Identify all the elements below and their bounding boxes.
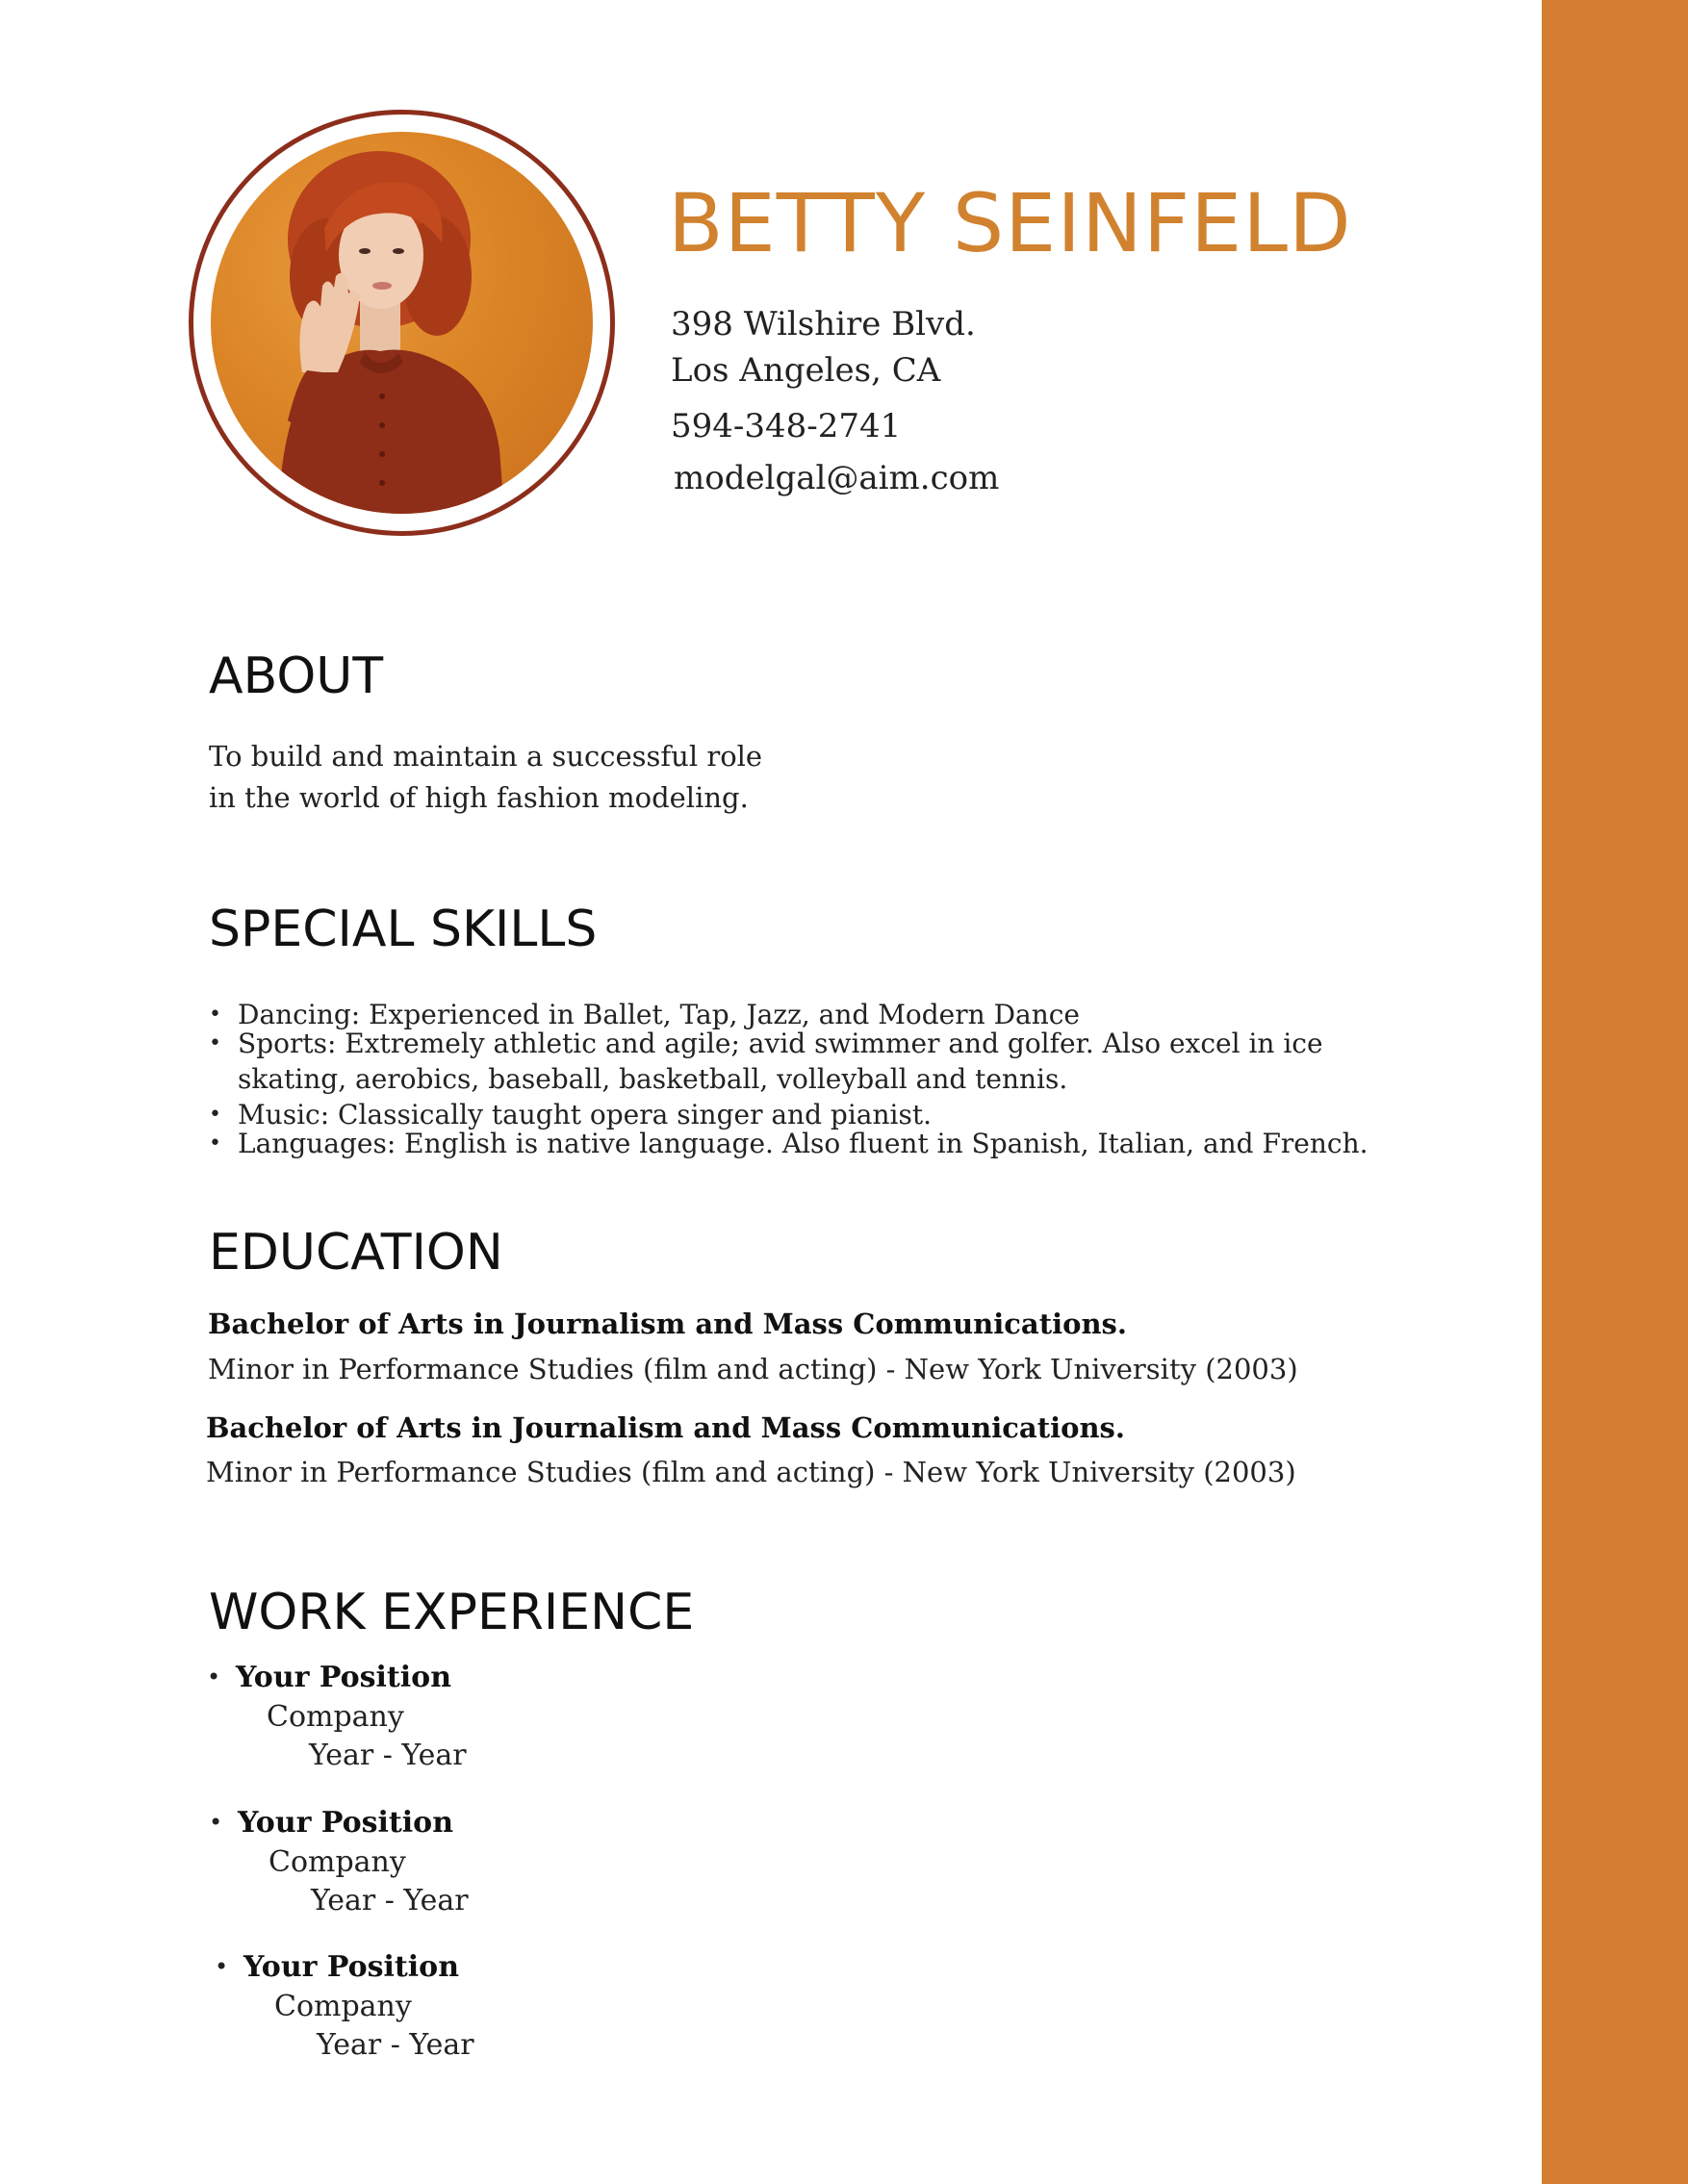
- skill-item: [209, 1029, 1368, 1101]
- job-years: Year - Year: [309, 1739, 467, 1772]
- education-detail: Minor in Performance Studies (film and acting) - New York University (2003): [208, 1353, 1298, 1385]
- education-detail: Minor in Performance Studies (film and acting) - New York University (2003): [206, 1456, 1296, 1488]
- address-line-2: Los Angeles, CA: [671, 351, 941, 390]
- job-position: Your Position: [238, 1806, 454, 1840]
- skill-text: Music: Classically taught opera singer and pianist.: [238, 1099, 932, 1130]
- skill-item: [209, 1001, 1368, 1029]
- job-company: Company: [269, 1845, 406, 1879]
- about-line-2: in the world of high fashion modeling.: [209, 781, 749, 814]
- skill-item: [209, 1130, 1368, 1158]
- profile-photo: [211, 132, 593, 514]
- phone-number: 594-348-2741: [671, 407, 902, 445]
- skills-heading: SPECIAL SKILLS: [209, 901, 598, 958]
- candidate-name: BETTY SEINFELD: [668, 176, 1352, 270]
- job-years: Year - Year: [311, 1884, 469, 1917]
- about-line-1: To build and maintain a successful role: [209, 740, 763, 773]
- skill-text: Languages: English is native language. Also fluent in Spanish, Italian, and French.: [238, 1128, 1368, 1159]
- education-heading: EDUCATION: [209, 1224, 503, 1282]
- job-position: Your Position: [243, 1950, 460, 1984]
- address-line-1: 398 Wilshire Blvd.: [671, 305, 976, 343]
- work-experience-heading: WORK EXPERIENCE: [209, 1584, 695, 1641]
- job-company: Company: [274, 1990, 412, 2023]
- job-company: Company: [267, 1700, 404, 1734]
- accent-side-bar: [1542, 0, 1688, 2184]
- bullet-icon: •: [215, 1953, 229, 1980]
- skills-list: [209, 1001, 1368, 1158]
- education-degree: Bachelor of Arts in Journalism and Mass Communications.: [206, 1411, 1125, 1444]
- skill-text: Dancing: Experienced in Ballet, Tap, Jazz, and Modern Dance: [238, 999, 1080, 1030]
- bullet-icon: •: [209, 1809, 223, 1836]
- job-years: Year - Year: [317, 2028, 474, 2062]
- job-position: Your Position: [236, 1661, 452, 1694]
- education-degree: Bachelor of Arts in Journalism and Mass Communications.: [208, 1308, 1127, 1340]
- about-heading: ABOUT: [209, 648, 384, 705]
- skill-text-continued: skating, aerobics, baseball, basketball, volleyball and tennis.: [238, 1063, 1068, 1095]
- email-address: modelgal@aim.com: [674, 459, 1000, 497]
- profile-photo-frame: [189, 110, 615, 536]
- skill-item: [209, 1101, 1368, 1130]
- skill-text: Sports: Extremely athletic and agile; avid swimmer and golfer. Also excel in ice: [238, 1028, 1323, 1059]
- bullet-icon: •: [207, 1663, 221, 1690]
